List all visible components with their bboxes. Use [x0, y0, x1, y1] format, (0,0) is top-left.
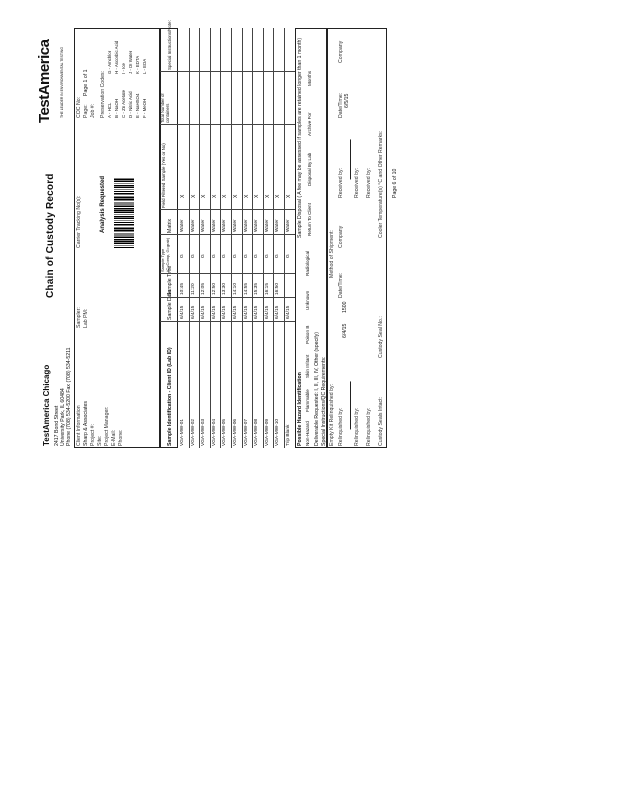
form-title: Chain of Custody Record: [45, 173, 56, 298]
matrix-cell: Water: [243, 219, 249, 232]
sample-rows: [178, 28, 295, 448]
analysis-mark-cell: X: [201, 194, 208, 198]
lab-address-1: 2417 Bond Street: [54, 405, 60, 446]
sample-time-cell: 16:15: [264, 282, 270, 295]
sample-type-cell: G: [211, 254, 217, 258]
sample-date-cell: 6/4/15: [180, 305, 185, 319]
brand-tagline: THE LEADER IN ENVIRONMENTAL TESTING: [60, 47, 64, 118]
preservation-code: B - NaOH: [114, 98, 119, 118]
preservation-code: H - Ascorbic Acid: [114, 40, 119, 74]
matrix-cell: Water: [211, 219, 217, 232]
preservation-code: A - HCL: [107, 102, 112, 118]
hazard-option[interactable]: Non-Hazard: [305, 421, 310, 446]
sample-id-cell: VGA-MW-02: [190, 418, 196, 446]
matrix-cell: Water: [180, 219, 185, 232]
analysis-mark-cell: X: [190, 194, 197, 198]
chain-of-custody-form: [36, 20, 552, 448]
sample-type-cell: G: [254, 254, 260, 258]
sample-time-cell: 10:45: [180, 282, 185, 295]
preservation-code: C - Zn Acetate: [121, 89, 126, 118]
carrier-label: Carrier Tracking No(s):: [76, 195, 82, 248]
analysis-mark-cell: X: [264, 194, 271, 198]
sample-id-cell: VGA-MW-03: [201, 418, 207, 446]
matrix-cell: Water: [264, 219, 270, 232]
sample-type-cell: G: [264, 254, 270, 258]
sample-id-cell: VGA-MW-01: [180, 418, 185, 446]
sample-type-cell: G: [275, 254, 281, 258]
analysis-mark-cell: X: [222, 194, 229, 198]
sample-time-cell: 12:50: [211, 282, 217, 295]
received-signature-scribble: [342, 136, 351, 179]
sample-date-cell: 6/4/15: [211, 305, 217, 319]
email-label: E-Mail:: [111, 429, 117, 446]
matrix-cell: Water: [222, 219, 228, 232]
sample-id-cell: VGA-MW-05: [222, 418, 228, 446]
table-row: [284, 28, 296, 448]
company-label-2: Company: [338, 40, 344, 63]
preservation-codes-label: Preservation Codes:: [100, 71, 106, 118]
header-filtered: Field Filtered Sample (Yes or No): [161, 143, 166, 208]
hazard-option[interactable]: Radiological: [305, 250, 310, 276]
column-line: [160, 297, 295, 298]
disposal-option[interactable]: Return To Client: [307, 203, 312, 236]
brand-logo: TestAmerica: [36, 39, 53, 123]
phone-label: Phone:: [118, 429, 124, 446]
relinquished-by-label-3: Relinquished by:: [366, 407, 372, 446]
sample-type-cell: G: [233, 254, 238, 258]
preservation-code: G - Amchlor: [107, 50, 112, 74]
matrix-cell: Water: [190, 219, 196, 232]
header-total-containers: Total Number of containers: [160, 93, 170, 123]
preservation-code: F - MeOH: [142, 98, 147, 118]
cooler-temp-label: Cooler Temperature(s) °C and Other Remarks:: [378, 130, 384, 238]
matrix-cell: Water: [254, 219, 260, 232]
sample-time-cell: 12:05: [201, 282, 207, 295]
hazard-option[interactable]: Skin Irritant: [305, 354, 310, 378]
sample-id-cell: VGA-MW-06: [233, 418, 238, 446]
header-matrix: Matrix: [167, 218, 173, 233]
matrix-cell: Water: [201, 219, 207, 232]
empty-kit-label: Empty Kit Relinquished by:: [329, 384, 335, 446]
sample-time-cell: 15:35: [254, 282, 260, 295]
lab-pm-label: Lab PM:: [83, 308, 89, 328]
header-sample-time: Sample Time: [167, 265, 173, 296]
disposal-option[interactable]: Months: [307, 70, 312, 86]
hazard-option[interactable]: Flammable: [305, 389, 310, 412]
received-date: 6/5/15: [344, 93, 350, 108]
hazard-option[interactable]: Poison B: [305, 325, 310, 344]
sample-date-cell: 6/4/15: [190, 305, 196, 319]
date-time-label-1: Date/Time:: [338, 272, 344, 298]
project-label: Project #:: [90, 424, 96, 446]
sample-type-cell: G: [190, 254, 196, 258]
deliverable-label: Deliverable Requested: I, II, III, IV, Other (specify): [314, 332, 320, 446]
relinquished-by-label-1: Relinquished by:: [338, 407, 344, 446]
method-of-shipment-label: Method of Shipment:: [329, 230, 335, 278]
preservation-code: E - NaHSO4: [135, 93, 140, 118]
relinquish-block: [327, 28, 387, 448]
header-sample-type: Sample Type (C=Comp, G=grab): [160, 237, 170, 272]
sample-id-cell: VGA-MW-04: [211, 418, 217, 446]
preservation-code: J - DI Water: [128, 50, 133, 74]
preservation-code: D - Nitric Acid: [128, 91, 133, 118]
custody-seal-no-label: Custody Seal No.:: [378, 316, 384, 358]
relinquish-time: 1500: [342, 301, 348, 313]
column-line: [160, 71, 295, 72]
analysis-mark-cell: X: [180, 194, 186, 198]
job-no-label: Job #:: [90, 103, 96, 118]
client-info-label: Client Information: [76, 405, 82, 446]
sample-time-cell: 11:20: [190, 283, 196, 295]
preservation-code: L - EDA: [142, 58, 147, 74]
preservation-code: K - EDTA: [135, 55, 140, 74]
possible-hazard-label: Possible Hazard Identification: [297, 372, 303, 446]
signature-scribble: [342, 378, 351, 429]
lab-phone: Phone (708) 534-5200 Fax (708) 534-5211: [66, 347, 72, 446]
received-by-label-1: Received by:: [338, 168, 344, 198]
received-by-label-2: Received by:: [354, 168, 360, 198]
analysis-mark-cell: X: [286, 194, 292, 198]
relinquished-by-label-2: Relinquished by:: [354, 407, 360, 446]
column-line: [160, 273, 295, 274]
analysis-mark-cell: X: [243, 194, 250, 198]
sample-id-cell: VGA-MW-07: [243, 418, 249, 446]
sample-id-cell: VGA-MW-08: [254, 418, 260, 446]
hazard-option[interactable]: Unknown: [305, 290, 310, 310]
barcode: [114, 178, 134, 248]
received-by-label-3: Received by:: [366, 168, 372, 198]
site-label: Site:: [97, 435, 103, 446]
sample-time-cell: 13:30: [222, 282, 228, 295]
sample-time-cell: 14:10: [233, 282, 238, 295]
sampler-label: Sampler:: [76, 307, 82, 328]
sample-date-cell: 6/4/15: [233, 305, 238, 319]
lab-name: TestAmerica Chicago: [42, 364, 51, 446]
sample-date-cell: 6/4/15: [201, 305, 207, 319]
lab-address-2: University Park, IL 60484: [60, 388, 66, 446]
column-line: [160, 124, 295, 125]
page-label: Page:: [83, 104, 89, 118]
sample-disposal-label: Sample Disposal ( A fee may be assessed if samples are retained longer than 1 month): [297, 37, 303, 238]
page-footer: Page 6 of 10: [392, 168, 398, 198]
sample-date-cell: 6/4/15: [243, 305, 249, 319]
sample-date-cell: 6/4/15: [254, 305, 260, 319]
sample-date-cell: 6/4/15: [286, 305, 291, 319]
sample-type-cell: G: [286, 254, 291, 258]
analysis-mark-cell: X: [233, 194, 239, 198]
sample-id-cell: VGA-MW-10: [275, 418, 281, 446]
analysis-mark-cell: X: [275, 194, 282, 198]
column-line: [160, 209, 295, 210]
relinquish-date: 6/4/15: [342, 323, 348, 338]
sample-time-cell: 14:55: [243, 282, 249, 295]
matrix-cell: Water: [275, 219, 281, 232]
disposal-option[interactable]: Archive For: [307, 112, 312, 136]
analysis-mark-cell: X: [211, 194, 218, 198]
custody-seals-label: Custody Seals Intact:: [378, 396, 384, 446]
sample-type-cell: G: [180, 254, 185, 258]
sample-type-cell: G: [243, 254, 249, 258]
matrix-cell: Water: [233, 219, 238, 232]
sample-type-cell: G: [201, 254, 207, 258]
sample-type-cell: G: [222, 254, 228, 258]
column-line: [160, 321, 295, 322]
date-time-label-2: Date/Time:: [338, 92, 344, 118]
client-company: Sharp & Associates: [83, 401, 89, 446]
header-sample-id: Sample Identification - Client ID (Lab ID): [167, 347, 173, 446]
sample-id-cell: VGA-MW-09: [264, 418, 270, 446]
column-line: [160, 234, 295, 235]
special-requirements-label: Special Instructions/QC Requirements:: [321, 356, 327, 446]
sample-time-cell: 16:50: [275, 282, 281, 295]
header-sample-date: Sample Date: [167, 290, 173, 320]
sample-id-cell: Trip Blank: [286, 424, 291, 446]
analysis-requested: Analysis Requested: [100, 175, 106, 233]
project-manager-label: Project Manager:: [104, 406, 110, 446]
coc-no-label: COC No:: [76, 96, 82, 118]
preservation-code: I - Ice: [121, 63, 126, 74]
sample-date-cell: 6/4/15: [275, 305, 281, 319]
sample-date-cell: 6/4/15: [264, 305, 270, 319]
matrix-cell: Water: [286, 219, 291, 232]
sample-date-cell: 6/4/15: [222, 305, 228, 319]
page-value: Page 1 of 1: [83, 69, 89, 96]
analysis-mark-cell: X: [254, 194, 261, 198]
company-label-1: Company: [338, 225, 344, 248]
disposal-option[interactable]: Disposal By Lab: [307, 152, 312, 186]
header-special-instructions: Special Instructions/Note:: [167, 20, 172, 70]
